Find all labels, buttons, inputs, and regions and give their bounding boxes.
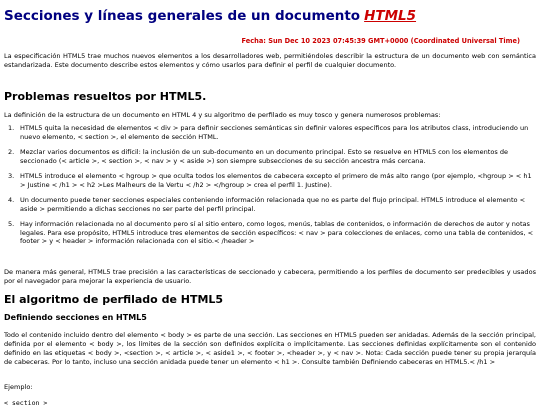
list-item-number: 5. xyxy=(8,220,15,228)
example-code: < section > xyxy=(4,399,48,405)
algorithm-heading: El algoritmo de perfilado de HTML5 xyxy=(4,293,224,306)
page-title xyxy=(4,8,416,24)
html5-brand: HTML5 xyxy=(364,8,417,24)
list-item xyxy=(4,124,534,141)
list-item-number: 1. xyxy=(8,124,15,132)
list-item-number: 2. xyxy=(8,148,15,156)
list-item xyxy=(4,148,534,165)
list-item xyxy=(4,172,534,189)
list-item-text: Hay información relacionada no al documento pero sí al sitio entero, como logos, menús, tablas de contenidos, o información de derechos de autor y notas legales. Para ese propósito, HTML5 introduce tres elementos de sección específicos: < nav > para colecciones de enlaces, como una tabla de contenidos, < footer > y < header > información relacionada con el sitio.< /header > xyxy=(20,220,534,245)
problems-heading: Problemas resueltos por HTML5. xyxy=(4,90,207,103)
list-item-text: HTML5 introduce el elemento < hgroup > que oculta todos los elementos de cabecera excepto el primero de más alto rango (por ejemplo, <hgroup > < h1 > Justine < /h1 > < h2 >Les Malheurs de la Vertu < /h2 > </hgroup > crea el perfil 1. Justine). xyxy=(20,172,532,189)
problems-lead: La definición de la estructura de un documento en HTML 4 y su algoritmo de perfilado es muy tosco y genera numerosos problemas: xyxy=(4,111,441,119)
list-item-number: 4. xyxy=(8,196,15,204)
page-title-text: Secciones y líneas generales de un documento xyxy=(4,8,361,24)
date-stamp: Fecha: Sun Dec 10 2023 07:45:39 GMT+0000 (Coordinated Universal Time) xyxy=(241,37,520,45)
list-item xyxy=(4,220,534,246)
intro-paragraph: La especificación HTML5 trae muchos nuevos elementos a los desarrolladores web, permitiéndoles describir la estructura de un documento web con semántica estandarizada. Este documento describe estos elementos y cómo usarlos para definir el perfil de cualquier documento. xyxy=(4,52,536,69)
list-item-text: HTML5 quita la necesidad de elementos < div > para definir secciones semánticas sin definir valores específicos para los atributos class, introduciendo un nuevo elemento, < section >, el elemento de sección HTML. xyxy=(20,124,529,141)
sections-subheading: Definiendo secciones en HTML5 xyxy=(4,313,147,322)
sections-paragraph: Todo el contenido incluido dentro del elemento < body > es parte de una sección. Las secciones en HTML5 pueden ser anidadas. Además de la sección principal, definida por el elemento < body >, los límites de la sección son definidos explícita o implícitamente. Las secciones definidas explícitamente son el contenido definido en las etiquetas < body >, <section >, < article >, < aside1 >, < footer >, <header >, y < nav >. Nota: Cada sección puede tener su propia jerarquía de cabeceras. Por lo tanto, incluso una sección anidada puede tener un elemento < h1 >. Consulte también Definiendo cabeceras en HTML5.< /h1 > xyxy=(4,331,536,366)
example-label: Ejemplo: xyxy=(4,383,33,391)
list-item-text: Un documento puede tener secciones especiales conteniendo información relacionada que no es parte del flujo principal. HTML5 introduce el elemento < aside > permitiendo a dichas secciones no ser parte del perfil principal. xyxy=(20,196,526,213)
summary-paragraph: De manera más general, HTML5 trae precisión a las características de seccionado y cabecera, permitiendo a los perfiles de documento ser predecibles y usados por el navegador para mejorar la experiencia de usuario. xyxy=(4,268,536,285)
list-item-number: 3. xyxy=(8,172,15,180)
list-item xyxy=(4,196,534,213)
list-item-text: Mezclar varios documentos es difícil: la inclusión de un sub-documento en un documento principal. Esto se resuelve en HTML5 con los elementos de seccionado (< article >, < section >, < nav > y < aside >) son siempre subsecciones de su sección ancestra más cercana. xyxy=(20,148,509,165)
problems-list xyxy=(4,124,534,253)
